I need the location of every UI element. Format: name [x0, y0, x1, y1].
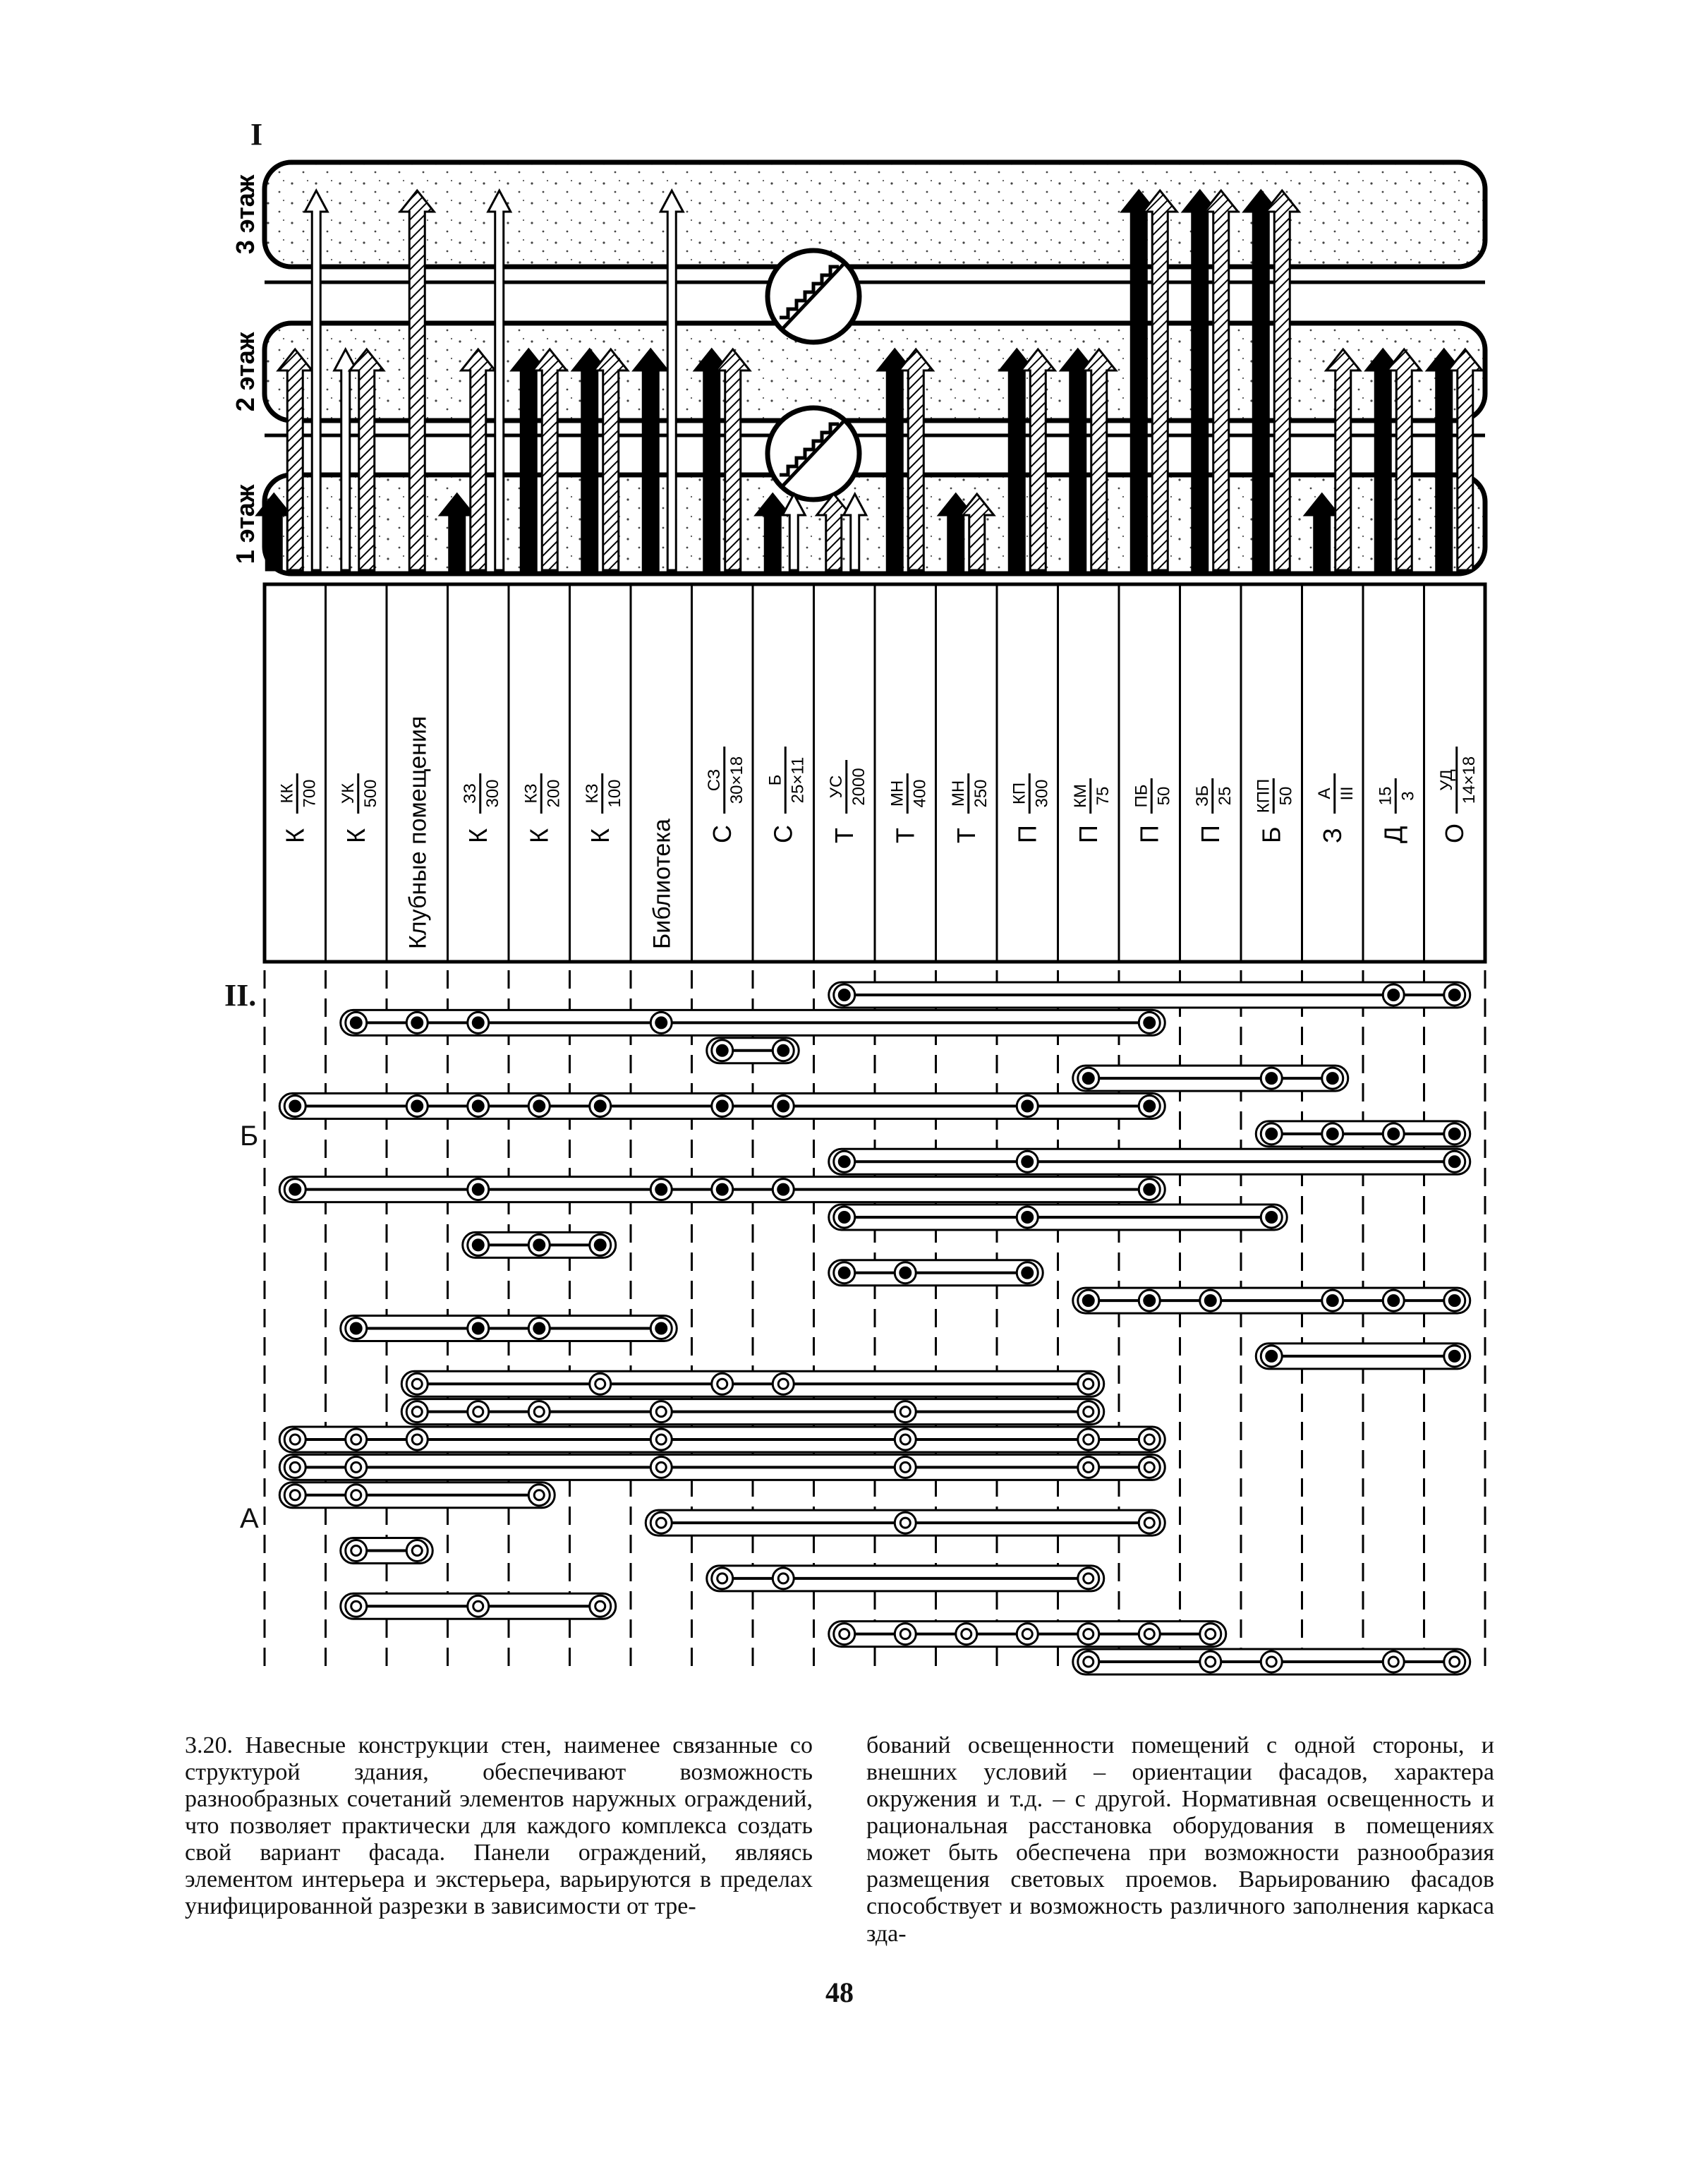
column-denominator: 50 [1276, 786, 1296, 806]
combination-row [646, 1510, 1165, 1535]
section-b-label: Б [240, 1121, 259, 1152]
column-numerator: КК [277, 783, 297, 804]
column-code: Т [829, 828, 859, 843]
column-denominator: 100 [605, 779, 624, 808]
column-denominator: 500 [361, 779, 380, 808]
combination-row [279, 1094, 1165, 1119]
column-numerator: УД [1436, 769, 1456, 791]
column-numerator: КМ [1070, 784, 1090, 808]
combination-row [829, 1260, 1043, 1286]
column-code: Б [1256, 826, 1286, 843]
column-numerator: 15 [1376, 786, 1395, 806]
column-header [1437, 747, 1479, 843]
column-denominator: 3 [1398, 791, 1418, 801]
combination-row [1073, 1649, 1470, 1674]
column-code: Д [1379, 826, 1408, 843]
floor-band-2 [265, 323, 1485, 421]
combination-row [401, 1371, 1104, 1396]
caption-right-column: бований освещенности помещений с одной стороны, и внешних условий – ориентации фасадов, характера окружения и т.д. – с другой. Нормативная освещенность и рациональная расстановка оборудования в помещениях может быть обеспечена при возможности разнообразия размещения световых проемов. Варьированию фасадов способствует и возможность различного заполнения каркаса зда- [866, 1732, 1494, 1947]
column-header [339, 773, 380, 843]
column-label: Библиотека [648, 819, 676, 949]
column-denominator: 30×18 [727, 756, 746, 804]
column-denominator: 14×18 [1459, 756, 1479, 804]
column-header [1315, 773, 1357, 843]
column-code: К [463, 828, 492, 843]
column-header [1010, 773, 1051, 843]
column-numerator: ЗЗ [460, 783, 480, 804]
combination-row [1256, 1121, 1470, 1147]
element-table [265, 584, 1485, 962]
stair-symbol [768, 250, 859, 342]
column-code: К [341, 828, 370, 843]
column-denominator: 200 [544, 779, 564, 808]
column-denominator: 50 [1154, 786, 1174, 806]
combination-row [341, 1593, 616, 1619]
column-header [583, 773, 624, 843]
column-numerator: МН [948, 780, 968, 807]
part-two-label: II. [224, 978, 257, 1013]
floor-label: 2 этаж [231, 332, 260, 412]
page-number: 48 [825, 1976, 854, 2008]
combination-row [829, 1205, 1288, 1230]
combination-row [829, 1622, 1226, 1647]
column-numerator: СЗ [704, 768, 724, 792]
floor-band-3 [265, 162, 1485, 267]
column-code: Т [951, 828, 981, 843]
column-header [648, 819, 675, 949]
column-header [461, 773, 502, 843]
column-denominator: 2000 [849, 768, 868, 806]
column-header [1193, 778, 1235, 843]
part-one-label: I [250, 117, 263, 152]
combination-row [707, 1038, 799, 1063]
column-code: П [1073, 825, 1103, 843]
column-label: Клубные помещения [404, 716, 432, 949]
column-denominator: III [1337, 786, 1357, 801]
column-denominator: 700 [300, 779, 320, 808]
column-denominator: 400 [910, 779, 930, 808]
column-header [949, 773, 991, 843]
column-denominator: 250 [971, 779, 991, 808]
caption-left-column: 3.20. Навесные конструкции стен, наименее связанные со структурой здания, обеспечивают возможность разнообразных сочетаний элементов наружных ограждений, что позволяет практически для каждого комплекса создать свой вариант фасада. Панели ограждений, являясь элементом интерьера и экстерьера, варьируются в пределах унифицированной разрезки в зависимости от тре- [185, 1732, 813, 1920]
combination-row [279, 1483, 555, 1508]
combination-row [401, 1399, 1104, 1425]
combination-row [829, 982, 1470, 1008]
column-code: П [1134, 825, 1164, 843]
floor-label: 1 этаж [231, 484, 260, 565]
column-header [277, 773, 319, 843]
column-header [1132, 778, 1173, 843]
column-numerator: КПП [1254, 778, 1273, 814]
column-header [827, 760, 868, 843]
column-code: К [280, 828, 310, 843]
column-header [765, 747, 807, 843]
floor-band-1 [265, 475, 1485, 574]
column-numerator: КЗ [582, 783, 602, 804]
column-code: П [1012, 825, 1042, 843]
column-header [1376, 778, 1417, 843]
column-header [1254, 778, 1295, 843]
combination-row [463, 1232, 616, 1257]
combination-row [1073, 1288, 1470, 1313]
column-header [705, 747, 746, 843]
column-header [1071, 778, 1113, 843]
column-denominator: 75 [1093, 786, 1113, 806]
column-code: П [1195, 825, 1225, 843]
column-header [888, 773, 929, 843]
column-numerator: ПБ [1132, 784, 1151, 808]
column-numerator: МН [888, 780, 907, 807]
combination-row [707, 1566, 1104, 1591]
combination-row [1073, 1066, 1348, 1091]
column-code: О [1439, 823, 1469, 843]
column-denominator: 300 [483, 779, 502, 808]
column-numerator: А [1314, 787, 1334, 799]
column-header [404, 716, 431, 949]
combination-row [341, 1010, 1165, 1035]
column-header [521, 773, 563, 843]
column-headers [277, 716, 1479, 949]
column-numerator: ЗБ [1192, 785, 1212, 807]
combination-row [341, 1538, 433, 1564]
section-a-label: А [240, 1503, 259, 1534]
combination-row [279, 1454, 1165, 1480]
column-code: Т [890, 828, 920, 843]
column-numerator: КП [1010, 782, 1029, 805]
combination-row [279, 1177, 1165, 1202]
column-denominator: 25 [1215, 786, 1235, 806]
combination-row [341, 1316, 677, 1341]
combination-row [829, 1149, 1470, 1174]
column-numerator: Б [765, 774, 785, 786]
column-denominator: 300 [1032, 779, 1052, 808]
column-numerator: КЗ [521, 783, 541, 804]
floor-label: 3 этаж [231, 174, 260, 255]
column-code: С [707, 825, 737, 843]
column-code: К [585, 828, 614, 843]
column-code: С [768, 825, 798, 843]
stair-symbol [768, 408, 859, 500]
combination-row [279, 1427, 1165, 1452]
column-code: К [524, 828, 554, 843]
column-code: З [1317, 828, 1347, 843]
column-numerator: УК [338, 783, 358, 804]
combination-row [1256, 1344, 1470, 1369]
column-numerator: УС [826, 775, 846, 799]
column-denominator: 25×11 [788, 756, 808, 804]
